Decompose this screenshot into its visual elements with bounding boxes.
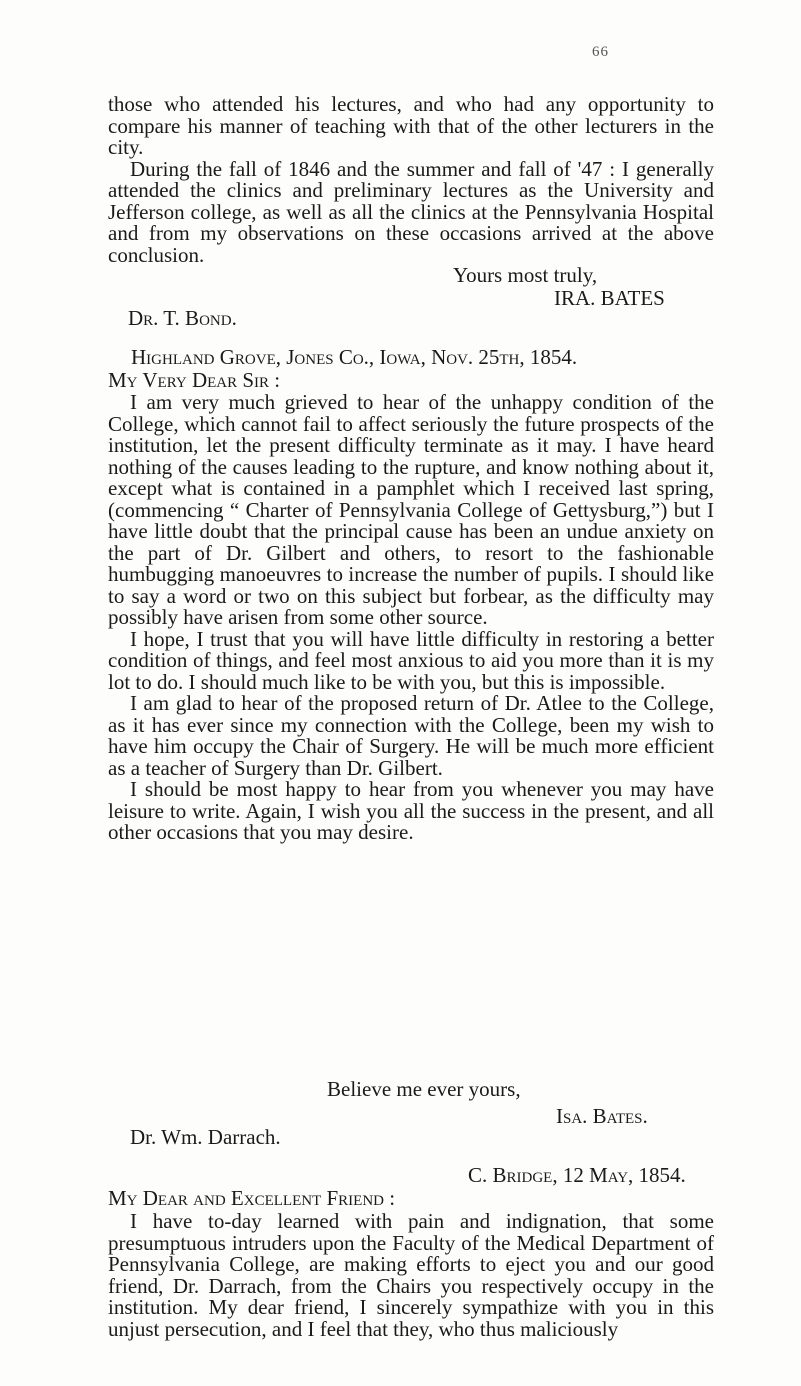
letter-2-paragraph-4: I should be most happy to hear from you whenever you may have leisure to write. Again, I wish you all the success in the present, and all other occasions that you may desire. (108, 777, 714, 844)
continuation-paragraph: those who attended his lectures, and who had any opportunity to compare his manner of teaching with that of the other lecturers in the city. (108, 92, 714, 159)
paragraph-1846: During the fall of 1846 and the summer and fall of '47 : I generally attended the clinics and preliminary lectures as the University and Jefferson college, as well as all the clinics at the Pennsylvania Hospital and from my observations on these occasions arrived at the above conclusion. (108, 156, 714, 267)
page-number: 66 (592, 44, 609, 60)
letter-3-body (108, 1211, 714, 1340)
letter-1-body (108, 94, 714, 266)
signature-isa-bates: Isa. Bates. (556, 1104, 648, 1128)
letter-2-paragraph-3: I am glad to hear of the proposed return of Dr. Atlee to the College, as it has ever since my connection with the College, been my wish to have him occupy the Chair of Surgery. He will be much more efficient as a teacher of Surgery than Dr. Gilbert. (108, 691, 714, 780)
letter-2-body (108, 392, 714, 844)
closing-believe-me: Believe me ever yours, (327, 1077, 521, 1101)
letter-3-paragraph-1: I have to-day learned with pain and indignation, that some presumptuous intruders upon the Faculty of the Medical Department of Pennsylvania College, are making efforts to eject you and our good friend, Dr. Darrach, from the Chairs you respectively occupy in the institution. My dear friend, I sincerely sympathize with you in this unjust persecution, and I feel that they, who thus maliciously (108, 1209, 714, 1341)
addressee-t-bond: Dr. T. Bond. (128, 306, 237, 330)
addressee-wm-darrach: Dr. Wm. Darrach. (130, 1125, 281, 1149)
letter-3-place-date: C. Bridge, 12 May, 1854. (468, 1163, 686, 1187)
signature-ira-bates: IRA. BATES (554, 286, 665, 310)
letter-2-salutation: My Very Dear Sir : (108, 368, 281, 392)
closing-yours-most-truly: Yours most truly, (453, 263, 598, 287)
letter-2-paragraph-1: I am very much grieved to hear of the unhappy condition of the College, which cannot fail to affect seriously the future prospects of the institution, let the present difficulty terminate as it may. I have heard nothing of the causes leading to the rupture, and know nothing about it, except what is contained in a pamphlet which I received last spring, (commencing “ Charter of Pennsylvania College of Gettysburg,”) but I have little doubt that the principal cause has been an undue anxiety on the part of Dr. Gilbert and others, to resort to the fashionable humbugging manoeuvres to increase the number of pupils. I should like to say a word or two on this subject but forbear, as the difficulty may possibly have arisen from some other source. (108, 390, 714, 629)
letter-3-salutation: My Dear and Excellent Friend : (108, 1186, 396, 1210)
letter-2-place-date: Highland Grove, Jones Co., Iowa, Nov. 25th, 1854. (131, 345, 578, 369)
letter-2-paragraph-2: I hope, I trust that you will have little difficulty in restoring a better condition of things, and feel most anxious to aid you more than it is my lot to do. I should much like to be with you, but this is impossible. (108, 626, 714, 694)
